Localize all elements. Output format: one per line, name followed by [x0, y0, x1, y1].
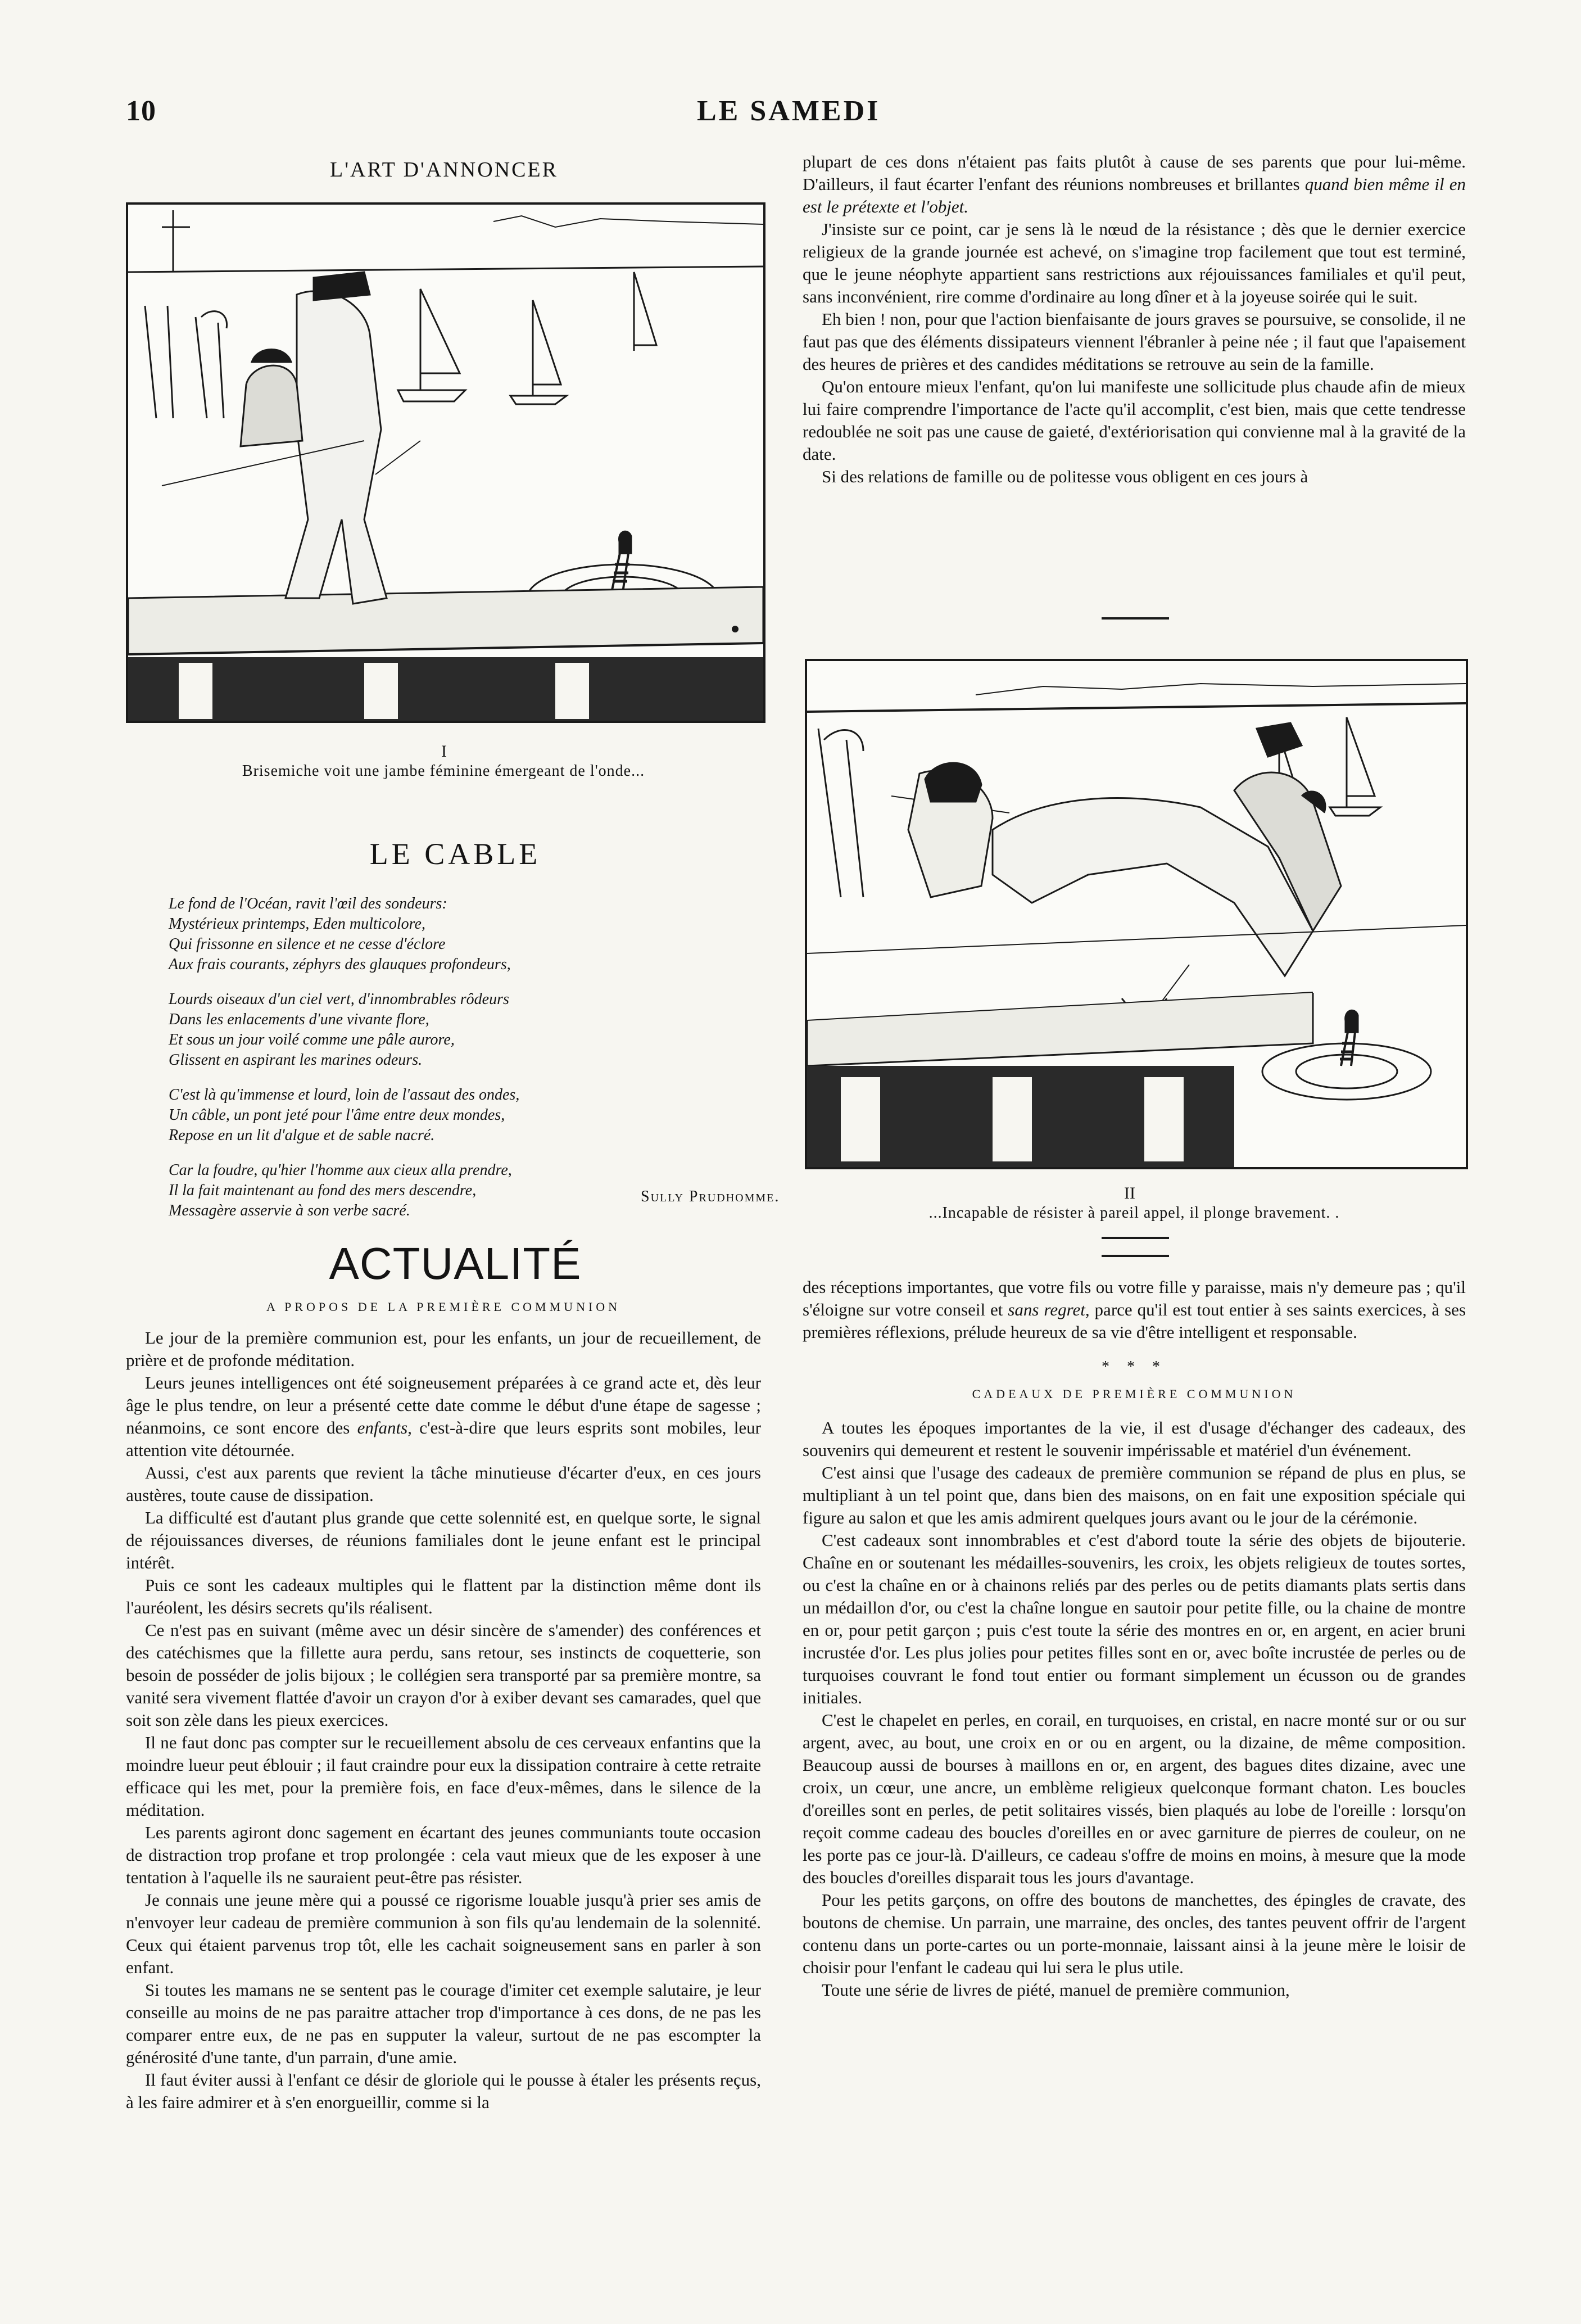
actualite-column: [126, 1327, 761, 2114]
poem-title: LE CABLE: [369, 837, 541, 871]
poem-line: Un câble, un pont jeté pour l'âme entre deux mondes,: [169, 1106, 505, 1124]
illustration-1-number: I: [441, 742, 447, 761]
right-column-top: [803, 151, 1466, 488]
paragraph: Eh bien ! non, pour que l'action bienfaisante de jours graves se poursuive, se consolide, il ne faut pas que des éléments dissipateurs viennent l'ébranler à peine née ; il faut que l'apaisement des heures de prières et des candides méditations se retrouve au sein de la famille.: [803, 309, 1466, 374]
paragraph: plupart de ces dons n'étaient pas faits plutôt à cause de ses parents que pour lui-même. D'ailleurs, il faut écarter l'enfant des réunions nombreuses et brillantes quand bien même il en est le prétexte et l'objet.: [803, 152, 1466, 216]
paragraph: Si toutes les mamans ne se sentent pas le courage d'imiter cet exemple salutaire, je leur conseille au moins de ne pas paraitre attacher trop d'importance à ces dons, de ne pas les comparer entre eux, de ne pas en supputer la valeur, surtout de ne pas escompter la générosité d'une tante, d'un parrain, d'une amie.: [126, 1980, 761, 2067]
page-number: 10: [126, 95, 156, 127]
poem-line: Aux frais courants, zéphyrs des glauques profondeurs,: [169, 956, 511, 973]
illustration-1-caption: Brisemiche voit une jambe féminine émergeant de l'onde...: [242, 762, 645, 780]
paragraph: Il ne faut donc pas compter sur le recueillement absolu de ces cerveaux enfantins que la moindre lueur peut éblouir ; il faut craindre pour eux la dissipation contraire à cette retraite efficace qui les met, pour la première fois, en face d'eux-mêmes, dans le silence de la méditation.: [126, 1733, 761, 1820]
paragraph: C'est le chapelet en perles, en corail, en turquoises, en cristal, en nacre monté sur or ou sur argent, avec, au bout, une croix en or ou en argent, ou la dizaine, de même composition. Beaucoup aussi de bourses à maillons en or, en argent, des bagues dites dizaine, avec une croix, un cœur, une ancre, un emblème religieux quelconque formant chaton. Les boucles d'oreilles sont en perles, de petit solitaires vissés, bien plaqués au lobe de l'oreille : lorsqu'on reçoit comme cadeau des boucles d'oreilles en or avec garniture de pierres de couleur, on ne les porte pas ce jour-là. D'ailleurs, ce cadeau s'offre de moins en moins, à mesure que la mode des boucles d'oreilles disparait tous les jours d'avantage.: [803, 1710, 1466, 1887]
poem-line: Messagère asservie à son verbe sacré.: [169, 1202, 410, 1219]
paragraph: Leurs jeunes intelligences ont été soigneusement préparées à ce grand acte et, dès leur âge le plus tendre, on leur a présenté cette date comme le début d'une étape de sagesse ; néanmoins, ce sont encore des enfants, c'est-à-dire que leurs esprits sont mobiles, leur attention vite détournée.: [126, 1373, 761, 1460]
paragraph: Je connais une jeune mère qui a poussé ce rigorisme louable jusqu'à prier ses amis de n'envoyer leur cadeau de première communion à son fils qu'au lendemain de la solennité. Ceux qui étaient parvenus trop tôt, elle les cachait soigneusement sans en parler à son enfant.: [126, 1890, 761, 1977]
paragraph: Qu'on entoure mieux l'enfant, qu'on lui manifeste une sollicitude plus chaude afin de mieux lui faire comprendre l'importance de l'acte qu'il accomplit, c'est bien, mais que cette tendresse redoublée ne soit pas une cause de gaieté, d'extériorisation qui convienne mal à la gravité de la date.: [803, 377, 1466, 464]
poem-line: Dans les enlacements d'une vivante flore,: [169, 1011, 429, 1028]
illustration-1: [126, 202, 765, 723]
paragraph: J'insiste sur ce point, car je sens là le nœud de la résistance ; dès que le dernier exercice religieux de la grande journée est achevé, on s'imagine trop facilement que tout est terminé, que le jeune néophyte appartient sans restrictions aux réjouissances familiales et qu'il peut, sans inconvénient, rire comme d'ordinaire au long dîner et à la joyeuse soirée qui le suit.: [803, 219, 1466, 306]
poem-stanza: [169, 894, 731, 975]
poem-line: Mystérieux printemps, Eden multicolore,: [169, 915, 425, 933]
poem-line: Glissent en aspirant les marines odeurs.: [169, 1051, 423, 1069]
paragraph: Il faut éviter aussi à l'enfant ce désir de gloriole qui le pousse à étaler les présents reçus, à les faire admirer et à s'en enorgueillir, comme si la: [126, 2070, 761, 2112]
paragraph: Puis ce sont les cadeaux multiples qui le flattent par la distinction même dont ils l'auréolent, les désirs secrets qu'ils réalisent.: [126, 1575, 761, 1617]
poem-line: C'est là qu'immense et lourd, loin de l'assaut des ondes,: [169, 1086, 520, 1104]
paragraph: Ce n'est pas en suivant (même avec un désir sincère de s'amender) des conférences et des catéchismes que la fillette aura perdu, sans retour, ses instincts de coquetterie, son besoin de posséder de jolis bijoux ; le collégien sera transporté par sa première montre, sa vanité sera vivement flattée d'avoir un crayon d'or à exiber devant ses camarades, quel que soit son zèle dans les pieux exercices.: [126, 1620, 761, 1730]
illustration-2: [805, 659, 1468, 1169]
poem-line: Il la fait maintenant au fond des mers descendre,: [169, 1182, 477, 1199]
section-subtitle: A PROPOS DE LA PREMIÈRE COMMUNION: [266, 1300, 621, 1314]
illustration-2-caption: ...Incapable de résister à pareil appel, il plonge bravement. .: [928, 1204, 1340, 1222]
paragraph: La difficulté est d'autant plus grande que cette solennité est, en quelque sorte, le signal de réjouissances diverses, de réunions familiales dont le jeune enfant est le principal intérêt.: [126, 1508, 761, 1572]
paragraph: C'est ainsi que l'usage des cadeaux de première communion se répand de plus en plus, se multipliant à un tel point que, dans bien des maisons, on en fait une exposition spéciale qui figure au salon et que les amis admirent quelques jours avant ou le jour de la cérémonie.: [803, 1463, 1466, 1527]
poem-stanza: [169, 989, 731, 1070]
poem: [169, 894, 731, 1236]
poem-line: Lourds oiseaux d'un ciel vert, d'innombrables rôdeurs: [169, 991, 509, 1008]
paragraph: C'est cadeaux sont innombrables et c'est d'abord toute la série des objets de bijouterie. Chaîne en or soutenant les médailles-souvenirs, les croix, les objets religieux de toutes sortes, ou c'est la chaîne en or à chainons reliés par des perles ou de petits diamants plats sertis dans un médaillon d'or, ou c'est la chaîne longue en sautoir pour petite fille, ou la chaine de montre en or, pour petit garçon ; puis c'est toute la série des montres en or, en argent, en acier bruni incrustée d'or. Les plus jolies pour petites filles sont en or, avec boîte incrustée de perles ou de turquoises couvrant le fond tout entier ou formant simplement un écusson ou de grandes initiales.: [803, 1530, 1466, 1707]
paragraph: Si des relations de famille ou de politesse vous obligent en ces jours à: [822, 467, 1308, 486]
divider-rule-2: [1102, 1255, 1169, 1257]
paragraph: A toutes les époques importantes de la vie, il est d'usage d'échanger des cadeaux, des souvenirs qui demeurent et restent le souvenir impérissable et matériel d'un événement.: [803, 1418, 1466, 1460]
section-title: ACTUALITÉ: [329, 1238, 582, 1288]
gift-paragraphs: [803, 1417, 1466, 2001]
illustration-title: L'ART D'ANNONCER: [330, 158, 558, 182]
poem-line: Et sous un jour voilé comme une pâle aurore,: [169, 1031, 455, 1048]
lead-paragraph: des réceptions importantes, que votre fils ou votre fille y paraisse, mais n'y demeure pas ; qu'il s'éloigne sur votre conseil et sans regret, parce qu'il est tout entier à ses saints exercices, à ses premières réflexions, prélude heureux de sa vie d'être intelligent et responsable.: [803, 1277, 1466, 1342]
gift-section-subtitle: CADEAUX DE PREMIÈRE COMMUNION: [972, 1387, 1297, 1401]
illustration-1-drawing: [128, 205, 763, 721]
paragraph: Pour les petits garçons, on offre des boutons de manchettes, des épingles de cravate, des boutons de chemise. Un parrain, une marraine, des oncles, des tantes peuvent offrir de l'argent contenu dans un porte-cartes ou un porte-monnaie, laissant ainsi à la jeune mère le loisir de choisir pour l'enfant le cadeau qui lui sera le plus utile.: [803, 1890, 1466, 1977]
poem-line: Le fond de l'Océan, ravit l'œil des sondeurs:: [169, 895, 447, 912]
illustration-2-drawing: [807, 661, 1466, 1167]
paragraph: Les parents agiront donc sagement en écartant des jeunes communiants toute occasion de distraction trop profane et trop prolongée : cela vaut mieux que de les exposer à une tentation à l'aquelle ils ne sauraient peut-être pas résister.: [126, 1823, 761, 1887]
section-stars: * * *: [1102, 1358, 1167, 1376]
poem-stanza: [169, 1085, 731, 1146]
poem-line: Qui frissonne en silence et ne cesse d'éclore: [169, 935, 446, 953]
paragraph: Le jour de la première communion est, pour les enfants, un jour de recueillement, de prière et de profonde méditation.: [126, 1328, 761, 1370]
poem-line: Repose en un lit d'algue et de sable nacré.: [169, 1127, 435, 1144]
poem-line: Car la foudre, qu'hier l'homme aux cieux alla prendre,: [169, 1161, 512, 1179]
illustration-2-number: II: [1124, 1184, 1135, 1202]
section-rule: [1102, 1237, 1169, 1239]
paragraph: Aussi, c'est aux parents que revient la tâche minutieuse d'écarter d'eux, en ces jours austères, toute cause de dissipation.: [126, 1463, 761, 1505]
running-title: LE SAMEDI: [697, 95, 881, 127]
poem-author: Sully Prudhomme.: [641, 1188, 780, 1205]
paragraph: Toute une série de livres de piété, manuel de première communion,: [822, 1980, 1290, 2000]
right-column-bottom: [803, 1276, 1466, 2001]
divider-rule: [1102, 617, 1169, 620]
